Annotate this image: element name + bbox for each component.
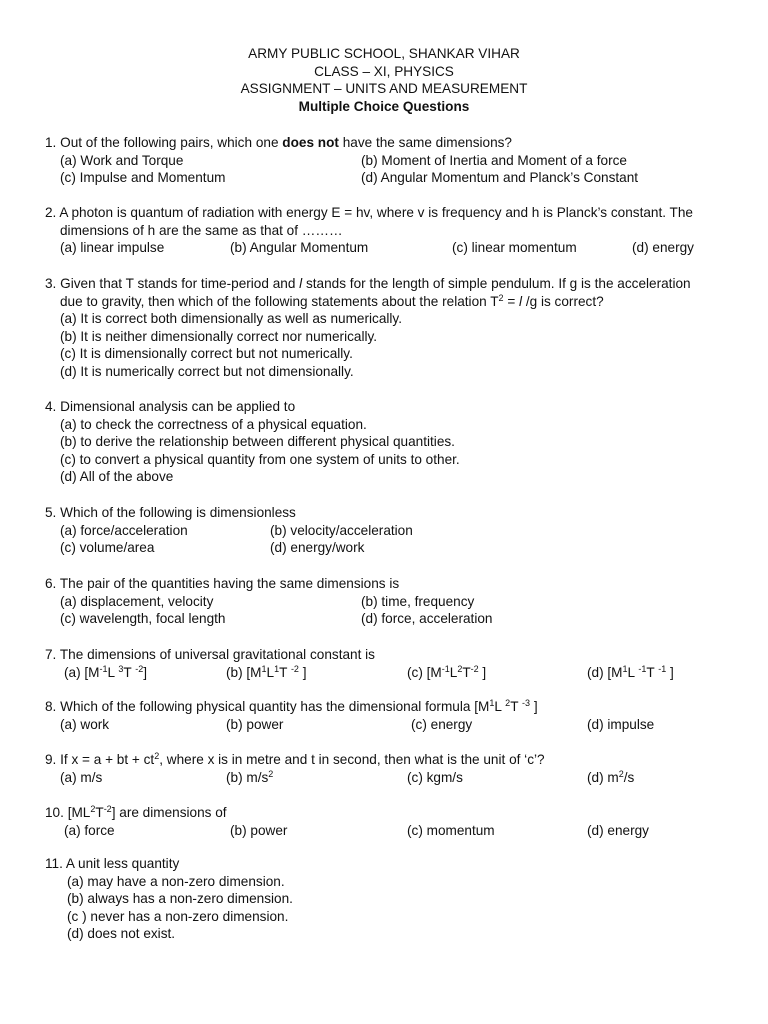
option-d: (d) All of the above [60,469,174,484]
option-d: (d) force, acceleration [361,611,493,626]
question-text-part: due to gravity, then which of the following statements about the relation T [60,293,499,309]
option-d: (d) It is numerically correct but not dimensionally. [60,363,354,379]
question-number: 7. [45,647,57,662]
option-d: (d) impulse [587,716,655,732]
superscript: -1 [658,663,667,674]
question-text [45,134,735,152]
class-subject: CLASS – XI, PHYSICS [314,63,454,79]
emphasis-text: does not [282,135,339,150]
superscript: 2 [90,804,96,814]
superscript: -2 [290,663,299,674]
question-text-part: Given that T stands for time-period and [60,276,296,291]
option-a: (a) work [60,716,110,732]
question-text-part: Out of the following pairs, which one [60,135,279,150]
option-c: (c) volume/area [60,540,155,555]
question-number: 4. [45,399,57,414]
options-row [45,522,735,540]
formula-part: T [279,664,291,680]
superscript: 2 [498,292,504,303]
option-c [407,664,486,682]
superscript: 2 [154,751,160,761]
question-text [45,575,735,593]
option-d [587,664,674,682]
option-b: (b) to derive the relationship between different physical quantities. [60,434,455,449]
question-number: 9. [45,752,57,767]
option-b: (b) power [230,822,288,838]
question-number: 2. [45,205,57,220]
superscript: 2 [457,663,463,674]
superscript: -1 [638,663,647,674]
option-a: (a) to check the correctness of a physical equation. [60,416,367,432]
option-a: (a) It is correct both dimensionally as well as numerically. [60,311,402,326]
options-row [45,169,735,187]
formula-part: L [266,664,275,680]
question-text-continued: dimensions of h are the same as that of ……… [60,222,343,238]
question-text-part: Which of the following is dimensionless [60,505,296,520]
question-text-part: Dimensional analysis can be applied to [60,399,296,414]
option-c: (c) Impulse and Momentum [60,170,226,185]
superscript: 2 [505,698,511,708]
question-text-part: If x = a + bt + ct [60,752,155,767]
question-text-part: ] [530,699,538,714]
option-a: (a) may have a non-zero dimension. [67,873,285,889]
question-text-part: A photon is quantum of radiation with energy E = hv, where v is frequency and h is Planck’s constant. The [59,205,693,220]
formula-part: L [627,664,639,680]
formula-part: T [462,664,471,680]
question-text-part: have the same dimensions? [342,135,512,150]
question-text [45,646,735,664]
document-header [0,45,768,115]
option-c: (c) It is dimensionally correct but not numerically. [60,346,353,361]
question-6 [45,575,735,628]
superscript: 3 [118,663,124,674]
option-b: (b) time, frequency [361,593,475,609]
formula-part: (d) [M [587,664,623,680]
formula-part: T [510,699,523,714]
formula-part: ] [298,664,307,680]
question-text [45,698,735,716]
variable-l: l [299,276,303,291]
options-row [45,664,735,682]
formula-part: ] [478,664,487,680]
option-b: (b) velocity/acceleration [270,522,413,538]
superscript: 1 [274,663,280,674]
question-text [45,751,735,769]
question-4 [45,398,735,486]
superscript: 2 [268,768,274,779]
question-text [45,398,735,416]
option-b: (b) always has a non-zero dimension. [67,891,293,906]
option-b [226,664,307,682]
formula-part: (a) [M [64,664,100,680]
option-b: (b) It is neither dimensionally correct nor numerically. [60,328,378,344]
formula-part: (b) [M [226,664,262,680]
option-c: (c) energy [411,716,473,732]
option-b [226,769,273,787]
question-8 [45,698,735,733]
options-row [45,769,735,787]
option-c: (c) to convert a physical quantity from one system of units to other. [60,451,460,467]
variable-l: l [519,293,523,309]
option-d: (d) does not exist. [67,926,176,941]
superscript: -2 [135,663,144,674]
question-5 [45,504,735,557]
superscript: -1 [99,663,108,674]
options-row [45,539,735,557]
option-d: (d) energy [632,240,694,255]
formula-part: (d) m [587,769,619,785]
options-row [45,822,735,840]
question-text-part: The dimensions of universal gravitational constant is [59,647,375,662]
equals-sign: = [503,293,520,309]
formula-part: L [107,664,119,680]
superscript: 1 [489,698,495,708]
question-3 [45,275,735,380]
question-text-part: [ML [67,805,91,820]
formula-part: ] [666,664,674,680]
question-number: 6. [45,576,57,591]
option-a: (a) linear impulse [60,240,165,255]
question-1 [45,134,735,187]
question-number: 3. [45,276,57,291]
formula-part: L [494,699,506,714]
school-name: ARMY PUBLIC SCHOOL, SHANKAR VIHAR [248,46,520,61]
question-number: 1. [45,135,57,150]
option-d: (d) energy/work [270,540,365,555]
question-text [45,204,735,222]
option-c: (c) kgm/s [407,769,463,785]
formula-part: /s [623,769,635,785]
question-text [45,275,735,293]
question-text-part: A unit less quantity [65,856,180,871]
superscript: -1 [441,663,450,674]
formula-part: (c) [M [407,664,442,680]
formula-part: T [95,805,104,820]
option-c: (c) momentum [407,822,495,838]
question-7 [45,646,735,681]
question-text [45,855,735,873]
option-b: (b) Angular Momentum [230,240,369,255]
option-a: (a) displacement, velocity [60,593,214,609]
option-b: (b) Moment of Inertia and Moment of a force [361,152,627,168]
superscript: 1 [261,663,267,674]
question-text [45,504,735,522]
option-d: (d) Angular Momentum and Planck’s Constant [361,170,639,185]
option-d [587,769,634,787]
question-text-part: The pair of the quantities having the same dimensions is [59,576,400,591]
question-number: 8. [45,699,57,714]
option-a: (a) force [64,822,115,838]
options-row [45,593,735,611]
question-number: 10. [45,805,64,820]
question-text-part: ] are dimensions of [111,805,227,820]
superscript: -2 [470,663,479,674]
question-text-part: stands for the length of simple pendulum. If g is the acceleration [305,276,691,291]
options-row [45,152,735,170]
question-10 [45,804,735,839]
formula-part: (b) m/s [226,769,269,785]
formula-part: L [449,664,458,680]
formula-part: T [646,664,659,680]
question-11 [45,855,735,943]
assignment-title: ASSIGNMENT – UNITS AND MEASUREMENT [240,81,528,96]
option-c: (c) wavelength, focal length [60,611,226,626]
superscript: -2 [103,804,112,814]
formula-part: T [123,664,136,680]
option-c: (c) linear momentum [452,240,577,255]
options-row [45,716,735,734]
options-row [45,610,735,628]
option-c: (c ) never has a non-zero dimension. [67,908,289,924]
superscript: 1 [622,663,628,674]
question-text-continued [45,293,735,311]
question-number: 11. [45,856,63,871]
question-text-part: /g is correct? [522,293,604,309]
question-text [45,804,735,822]
superscript: -3 [522,698,531,708]
options-row [45,239,735,257]
question-9 [45,751,735,786]
question-number: 5. [45,505,57,520]
formula-part: ] [143,664,148,680]
question-text-part: , where x is in metre and t in second, then what is the unit of ‘c’? [159,752,545,767]
question-2 [45,204,735,257]
option-a: (a) m/s [60,769,103,785]
question-text-part: Which of the following physical quantity has the dimensional formula [M [60,699,490,714]
option-a: (a) force/acceleration [60,522,188,538]
option-b: (b) power [226,716,284,732]
option-d: (d) energy [587,822,649,838]
option-a [64,664,147,682]
option-a: (a) Work and Torque [60,152,184,168]
section-title: Multiple Choice Questions [298,98,470,114]
superscript: 2 [618,768,624,779]
